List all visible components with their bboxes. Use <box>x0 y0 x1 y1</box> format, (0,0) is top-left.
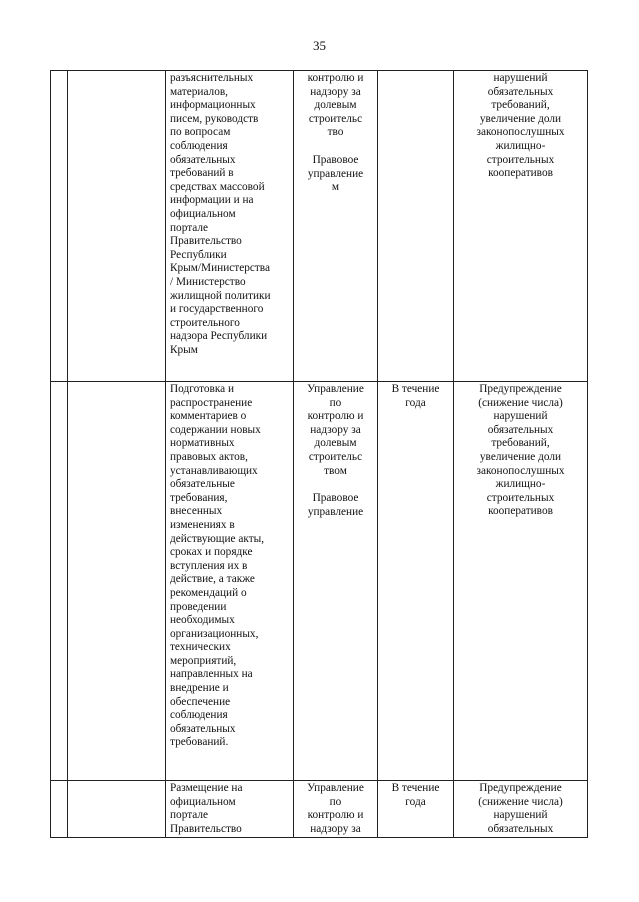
cell-line: года <box>405 795 426 808</box>
number-cell <box>51 781 68 838</box>
cell-line: жилищно- <box>495 478 546 491</box>
cell-line: года <box>405 396 426 409</box>
cell-line: (снижение числа) <box>478 396 563 409</box>
table-row <box>51 781 588 838</box>
term-cell <box>378 781 454 838</box>
cell-line: управление <box>307 505 364 518</box>
cell-line: мероприятий, <box>170 654 237 667</box>
cell-line: обязательных <box>487 423 554 436</box>
cell-line: надзора Республики <box>170 330 268 343</box>
cell-line: Правовое <box>312 153 359 166</box>
cell-line: внедрение и <box>170 682 229 695</box>
cell-line: Правовое <box>312 492 359 505</box>
cell-line: Управление <box>307 383 364 395</box>
responsible-cell <box>294 71 378 382</box>
spacer <box>298 478 373 492</box>
cell-line: законопослушных <box>476 464 565 477</box>
description-cell <box>166 781 294 838</box>
spacer <box>298 140 373 154</box>
cell-line: соблюдения <box>170 709 228 722</box>
cell-line: распространение <box>170 396 253 409</box>
type-cell <box>68 382 166 781</box>
cell-line: требований в <box>170 167 234 180</box>
cell-line: контролю и <box>307 809 364 822</box>
cell-line: и государственного <box>170 303 264 316</box>
cell-line: Крым <box>170 343 198 356</box>
cell-line: увеличение доли <box>479 450 562 463</box>
cell-line: / Министерство <box>170 275 246 288</box>
cell-line: по вопросам <box>170 126 231 139</box>
cell-line: Управление <box>307 782 364 794</box>
type-cell <box>68 781 166 838</box>
cell-line: необходимых <box>170 614 235 627</box>
cell-line: управление <box>307 167 364 180</box>
cell-line: изменениях в <box>170 518 235 531</box>
cell-line: Размещение на <box>170 782 243 794</box>
cell-line: контролю и <box>307 410 364 423</box>
cell-line: писем, руководств <box>170 112 259 125</box>
table-row <box>51 71 588 382</box>
cell-line: портале <box>170 809 209 822</box>
measures-table <box>50 70 588 838</box>
cell-line: нарушений <box>493 72 548 84</box>
cell-line: законопослушных <box>476 126 565 139</box>
cell-line: требований. <box>170 736 229 749</box>
cell-line: внесенных <box>170 505 223 518</box>
cell-line: обязательных <box>170 722 236 735</box>
cell-line: организационных, <box>170 627 259 640</box>
cell-line: Предупреждение <box>479 383 562 395</box>
cell-line: В течение <box>391 383 440 395</box>
cell-line: требований, <box>491 99 550 112</box>
cell-line: Правительство <box>170 235 242 248</box>
cell-line: кооперативов <box>488 167 553 180</box>
cell-line: нормативных <box>170 437 235 450</box>
cell-line: обязательных <box>487 822 554 835</box>
cell-line: нарушений <box>493 809 548 822</box>
cell-line: долевым <box>314 437 357 450</box>
page-number: 35 <box>313 38 326 53</box>
responsible-cell <box>294 781 378 838</box>
cell-line: рекомендаций о <box>170 586 247 599</box>
cell-line: надзору за <box>310 85 361 98</box>
cell-line: твом <box>324 464 347 477</box>
cell-line: устанавливающих <box>170 464 258 477</box>
cell-line: информационных <box>170 99 256 112</box>
cell-line: направленных на <box>170 668 253 681</box>
cell-line: информации и на <box>170 194 254 207</box>
cell-line: строительного <box>170 316 240 329</box>
cell-line: строительных <box>486 491 555 504</box>
cell-line: средствах массовой <box>170 180 265 193</box>
cell-line: В течение <box>391 782 440 794</box>
cell-line: Правительство <box>170 822 242 835</box>
cell-line: надзору за <box>310 822 361 835</box>
cell-line: портале <box>170 221 209 234</box>
cell-line: Подготовка и <box>170 383 235 395</box>
cell-line: по <box>329 396 342 409</box>
cell-line: проведении <box>170 600 227 613</box>
cell-line: технических <box>170 641 231 654</box>
number-cell <box>51 71 68 382</box>
cell-line: действие, а также <box>170 573 255 586</box>
cell-line: Крым/Министерства <box>170 262 271 275</box>
cell-line: (снижение числа) <box>478 795 563 808</box>
cell-line: по <box>329 795 342 808</box>
description-cell <box>166 71 294 382</box>
result-cell <box>454 382 588 781</box>
cell-line: действующие акты, <box>170 532 265 545</box>
cell-line: обязательных <box>170 153 236 166</box>
cell-line: соблюдения <box>170 139 228 152</box>
cell-line: разъяснительных <box>170 72 254 84</box>
cell-line: обязательные <box>170 478 235 491</box>
cell-line: сроках и порядке <box>170 546 253 559</box>
cell-line: м <box>331 181 340 194</box>
cell-line: обеспечение <box>170 695 231 708</box>
cell-line: кооперативов <box>488 505 553 518</box>
cell-line: надзору за <box>310 423 361 436</box>
cell-line: материалов, <box>170 85 228 98</box>
cell-line: нарушений <box>493 410 548 423</box>
result-cell <box>454 781 588 838</box>
type-cell <box>68 71 166 382</box>
cell-line: строительс <box>308 450 363 463</box>
term-cell <box>378 71 454 382</box>
cell-line: правовых актов, <box>170 450 248 463</box>
cell-line: строительс <box>308 112 363 125</box>
cell-line: увеличение доли <box>479 112 562 125</box>
cell-line: вступления их в <box>170 559 248 572</box>
term-cell <box>378 382 454 781</box>
number-cell <box>51 382 68 781</box>
cell-line: содержании новых <box>170 423 261 436</box>
cell-line: комментариев о <box>170 410 247 423</box>
result-cell <box>454 71 588 382</box>
table-row <box>51 382 588 781</box>
cell-line: обязательных <box>487 85 554 98</box>
cell-line: жилищной политики <box>170 289 271 302</box>
cell-line: требования, <box>170 491 228 504</box>
cell-line: контролю и <box>307 72 364 84</box>
responsible-cell <box>294 382 378 781</box>
description-cell <box>166 382 294 781</box>
cell-line: долевым <box>314 99 357 112</box>
cell-line: жилищно- <box>495 139 546 152</box>
cell-line: строительных <box>486 153 555 166</box>
cell-line: требований, <box>491 437 550 450</box>
cell-line: официальном <box>170 207 236 220</box>
cell-line: Предупреждение <box>479 782 562 794</box>
cell-line: тво <box>327 126 344 139</box>
cell-line: Республики <box>170 248 227 261</box>
cell-line: официальном <box>170 795 236 808</box>
